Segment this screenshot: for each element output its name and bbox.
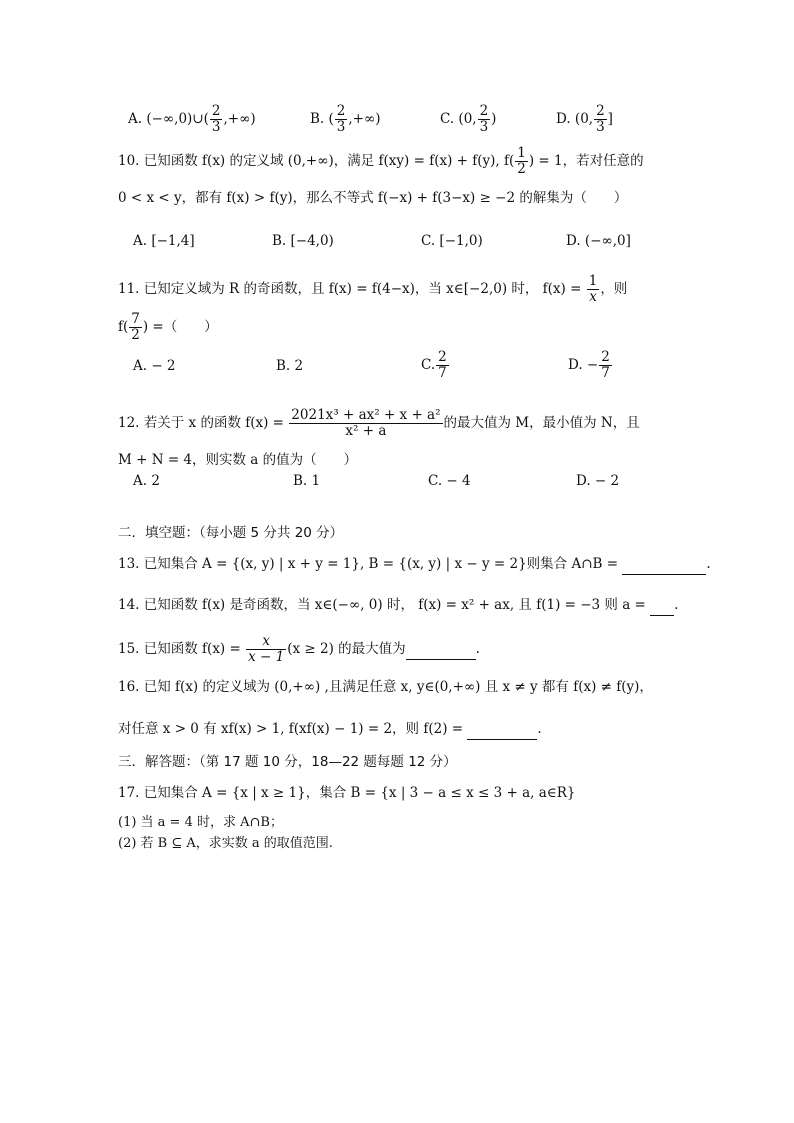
q17-part1: (1) 当 a = 4 时，求 A∩B； (118, 815, 283, 830)
section-answer-heading: 三．解答题：（第 17 题 10 分，18—22 题每题 12 分） (118, 754, 457, 770)
q14-answer-blank (650, 595, 674, 616)
q11-option-a: A. − 2 (133, 358, 176, 374)
q17-part2: (2) 若 B ⊆ A，求实数 a 的取值范围. (118, 836, 333, 851)
q17-stem: 17. 已知集合 A = {x | x ≥ 1}，集合 B = {x | 3 − a ≤ x ≤ 3 + a, a∈R} (118, 785, 576, 801)
q9-option-c: C. (0, $\frac{2}{3}$ ) (440, 103, 497, 135)
q9-option-d: D. (0, $\frac{2}{3}$ ] (556, 103, 613, 135)
section-fill-in-heading: 二．填空题：（每小题 5 分共 20 分） (118, 525, 344, 541)
q13-stem: 13. 已知集合 A = {(x, y) | x + y = 1}, B = {(x, y) | x − y = 2}则集合 A∩B = . (118, 554, 711, 575)
q11-option-d: D. − $\frac{2}{7}$ (568, 349, 610, 381)
q12-option-d: D. − 2 (576, 473, 620, 489)
q11-stem-line2: f( $\frac{7}{2}$ ) =（ ） (118, 311, 218, 343)
q11-option-b: B. 2 (276, 358, 304, 374)
q16-answer-blank (467, 719, 537, 740)
q11-option-c: C. $\frac{2}{7}$ (421, 349, 447, 381)
q15-answer-blank (406, 639, 476, 660)
q15-stem: 15. 已知函数 f(x) = $\frac{x}{x - 1}$ (x ≥ 2) 的最大值为 . (118, 633, 480, 665)
q11-stem-line1: 11. 已知定义域为 R 的奇函数，且 f(x) = f(4−x)，当 x∈[−2,0) 时， f(x) = $\frac{1}{x}$ ，则 (118, 273, 628, 305)
q10-stem-line2: 0 < x < y，都有 f(x) > f(y)，那么不等式 f(−x) + f(3−x) ≥ −2 的解集为（ ） (118, 190, 628, 206)
q12-option-c: C. − 4 (428, 473, 471, 489)
q12-option-a: A. 2 (133, 473, 160, 489)
q10-stem-line1: 10. 已知函数 f(x) 的定义域 (0,+∞)，满足 f(xy) = f(x) + f(y), f( $\frac{1}{2}$ ) = 1，若对任意的 (118, 145, 644, 177)
q16-stem-line1: 16. 已知 f(x) 的定义域为 (0,+∞) ,且满足任意 x, y∈(0,+∞) 且 x ≠ y 都有 f(x) ≠ f(y)， (118, 679, 653, 695)
q10-option-a: A. [−1,4] (133, 233, 195, 249)
q10-option-d: D. (−∞,0] (566, 233, 631, 249)
q9-option-b: B. ( $\frac{2}{3}$ ,+∞) (310, 103, 381, 135)
q10-option-c: C. [−1,0) (421, 233, 483, 249)
q14-stem: 14. 已知函数 f(x) 是奇函数，当 x∈(−∞, 0) 时， f(x) = x² + ax, 且 f(1) = −3 则 a = . (118, 595, 678, 616)
q16-stem-line2: 对任意 x > 0 有 xf(x) > 1, f(xf(x) − 1) = 2，则 f(2) = . (118, 719, 542, 740)
q9-option-a: A. (−∞,0)∪( $\frac{2}{3}$ ,+∞) (128, 103, 256, 135)
q12-stem-line2: M + N = 4，则实数 a 的值为（ ） (118, 452, 358, 468)
q13-answer-blank (622, 554, 706, 575)
q12-stem-line1: 12. 若关于 x 的函数 f(x) = $\frac{\text{2021x³ + ax² + x + a²}}{\text{x² + a}}$ 的最大值为 M，最小值为 N，且 (118, 407, 640, 439)
q12-option-b: B. 1 (293, 473, 321, 489)
q10-option-b: B. [−4,0) (272, 233, 334, 249)
